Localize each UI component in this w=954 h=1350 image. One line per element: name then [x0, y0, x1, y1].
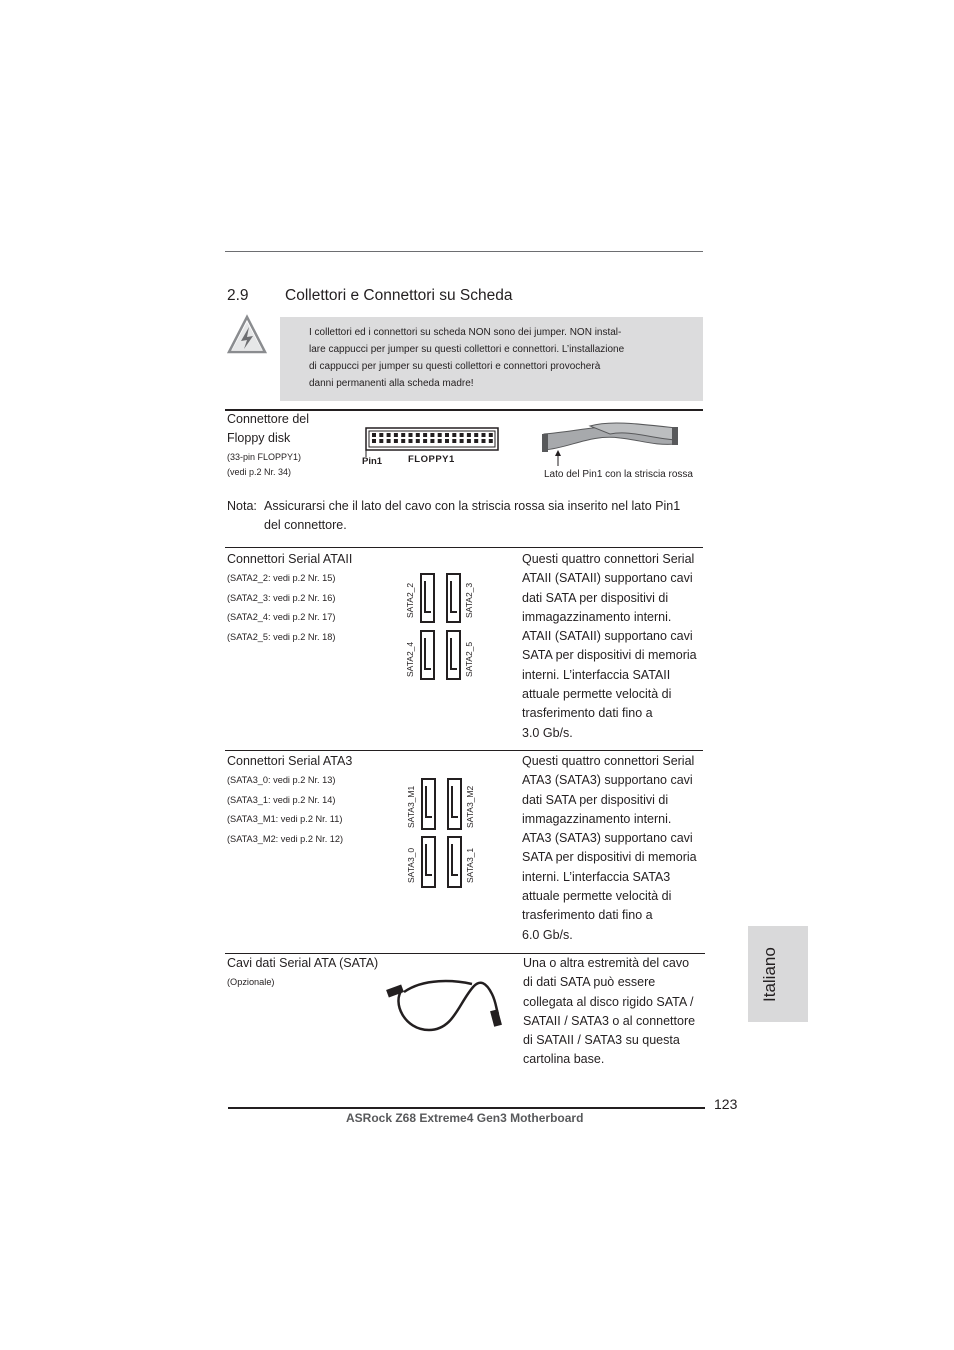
floppy-pin — [445, 433, 449, 437]
floppy-pin — [394, 439, 398, 443]
port-label: SATA2_4 — [405, 641, 415, 677]
port-label: SATA3_M2 — [465, 785, 475, 828]
floppy-pin — [416, 433, 420, 437]
floppy-pin — [379, 433, 383, 437]
warning-line: I collettori ed i connettori su scheda NON sono dei jumper. NON instal- — [309, 327, 622, 338]
section-title: Collettori e Connettori su Scheda — [285, 287, 513, 304]
note-line1: Assicurarsi che il lato del cavo con la striscia rossa sia inserito nel lato Pin1 — [264, 499, 681, 513]
floppy-pin — [372, 439, 376, 443]
top-rule — [225, 251, 703, 252]
footer-product: ASRock Z68 Extreme4 Gen3 Motherboard — [346, 1111, 584, 1125]
floppy-pin — [482, 439, 486, 443]
floppy-pin — [474, 433, 478, 437]
floppy-pin — [409, 433, 413, 437]
note-prefix: Nota: — [227, 499, 257, 513]
warning-triangle-icon — [226, 314, 268, 356]
floppy-pin — [423, 439, 427, 443]
sata-port-icon — [446, 630, 461, 680]
floppy-pin — [445, 439, 449, 443]
floppy-pin — [460, 439, 464, 443]
sata-port-icon — [420, 573, 435, 623]
floppy-pin — [438, 433, 442, 437]
port-label: SATA3_M1 — [406, 785, 416, 828]
floppy-pin — [467, 433, 471, 437]
section-number: 2.9 — [227, 287, 249, 304]
section-rule — [225, 750, 703, 751]
port-label: SATA2_3 — [464, 582, 474, 618]
floppy-pin — [482, 433, 486, 437]
floppy-pin — [409, 439, 413, 443]
floppy-pin — [430, 433, 434, 437]
floppy-pin — [401, 433, 405, 437]
cable-caption: Lato del Pin1 con la striscia rossa — [544, 469, 693, 480]
sataii-refs: (SATA2_2: vedi p.2 Nr. 15) (SATA2_3: vedi p.2 Nr. 16) (SATA2_4: vedi p.2 Nr. 17) (SATA2_5: vedi p.2 Nr. 18) — [227, 573, 336, 642]
floppy-pin — [387, 439, 391, 443]
section-heading — [227, 287, 513, 305]
floppy-pin — [438, 439, 442, 443]
warning-line: lare cappucci per jumper su questi collettori e connettori. L’installazione — [309, 344, 625, 355]
port-label: SATA2_5 — [464, 641, 474, 677]
floppy-pin — [416, 439, 420, 443]
floppy-pin — [489, 439, 493, 443]
sata-port-icon — [447, 778, 462, 830]
section-rule — [225, 547, 703, 548]
sataii-title: Connettori Serial ATAII — [227, 552, 353, 566]
sata-cable-image — [384, 972, 509, 1034]
floppy-pin — [394, 433, 398, 437]
footer-rule — [228, 1107, 705, 1109]
floppy-pin — [452, 439, 456, 443]
floppy-pin — [423, 433, 427, 437]
note-line2: del connettore. — [264, 518, 347, 533]
floppy-cable-image — [540, 420, 680, 470]
floppy1-label: FLOPPY1 — [408, 454, 455, 465]
note — [227, 497, 707, 536]
floppy-pin — [430, 439, 434, 443]
page-number: 123 — [714, 1096, 738, 1112]
floppy-title: Connettore del Floppy disk — [227, 412, 310, 446]
sata-port-icon — [446, 573, 461, 623]
warning-line: danni permanenti alla scheda madre! — [309, 378, 474, 389]
floppy-pin — [460, 433, 464, 437]
floppy-pin — [387, 433, 391, 437]
floppy-pin — [379, 439, 383, 443]
sataii-desc: Questi quattro connettori Serial ATAII (SATAII) supportano cavi dati SATA per dispositivi di immagazzinamento interni. ATAII (SATAII) supportano cavi SATA per dispositivi di memoria interni. L’interfaccia SATAII attuale permette velocità di trasferimento dati fino a 3.0 Gb/s. — [522, 552, 697, 740]
port-label: SATA3_0 — [406, 847, 416, 883]
port-label: SATA2_2 — [405, 582, 415, 618]
sata-port-icon — [447, 836, 462, 888]
sata3-refs: (SATA3_0: vedi p.2 Nr. 13) (SATA3_1: vedi p.2 Nr. 14) (SATA3_M1: vedi p.2 Nr. 11) (SATA3_M2: vedi p.2 Nr. 12) — [227, 775, 344, 844]
floppy-pin — [452, 433, 456, 437]
sata3-title: Connettori Serial ATA3 — [227, 754, 353, 768]
cable-ref: (Opzionale) — [227, 977, 275, 987]
floppy-refs: (33-pin FLOPPY1) (vedi p.2 Nr. 34) — [227, 452, 302, 477]
floppy-pin — [489, 433, 493, 437]
warning-line: di cappucci per jumper su questi collettori e connettori provocherà — [309, 361, 601, 372]
port-label: SATA3_1 — [465, 847, 475, 883]
floppy-pin — [372, 433, 376, 437]
sata-port-icon — [421, 836, 436, 888]
floppy-pin — [474, 439, 478, 443]
sata3-desc: Questi quattro connettori Serial ATA3 (SATA3) supportano cavi dati SATA per dispositivi di immagazzinamento interni. ATA3 (SATA3) supportano cavi SATA per dispositivi di memoria interni. L’interfaccia SATA3 attuale permette velocità di trasferimento dati fino a 6.0 Gb/s. — [522, 754, 697, 942]
cable-desc: Una o altra estremità del cavo di dati SATA può essere collegata al disco rigido SATA / SATAII / SATA3 o al connettore di SATAII / SATA3 su questa cartolina base. — [523, 956, 696, 1067]
sata-port-icon — [421, 778, 436, 830]
cable-title: Cavi dati Serial ATA (SATA) — [227, 956, 379, 970]
floppy-pin — [467, 439, 471, 443]
warning-box — [280, 317, 703, 401]
language-tab-label: Italiano — [760, 947, 779, 1002]
language-tab — [748, 926, 808, 1022]
pin1-label: Pin1 — [362, 456, 383, 467]
sata-port-icon — [420, 630, 435, 680]
floppy-pin — [401, 439, 405, 443]
